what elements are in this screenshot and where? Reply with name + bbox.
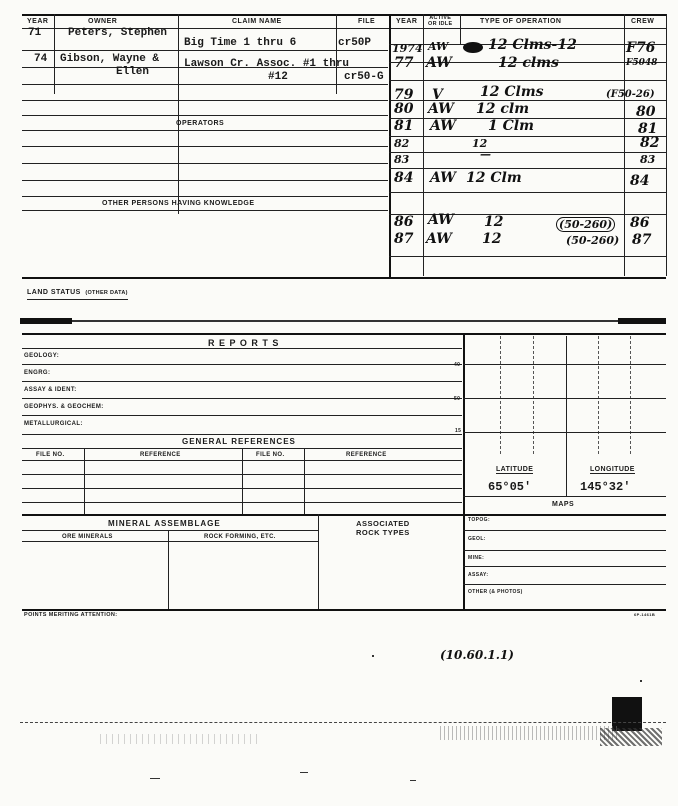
operators-rule — [22, 163, 388, 164]
land-status-label: LAND STATUS — [27, 289, 81, 296]
activity-crew: 87 — [632, 232, 652, 248]
map-row-mine: MINE: — [468, 555, 485, 561]
ore-minerals-header: ORE MINERALS — [62, 534, 113, 540]
longitude-label: LONGITUDE — [590, 466, 635, 473]
references-rule — [22, 474, 462, 475]
scan-noise — [600, 728, 662, 746]
ink-blot — [463, 42, 483, 53]
bottom-border — [22, 609, 666, 611]
owner-year: 71 — [28, 27, 42, 39]
ref-header-reference: REFERENCE — [346, 452, 387, 458]
claim-name: Lawson Cr. Assoc. #1 thru — [184, 58, 350, 70]
land-status-heading — [27, 281, 128, 300]
scan-streak — [72, 320, 618, 322]
maps-rule — [463, 566, 666, 567]
activity-operation: 12 — [472, 137, 488, 150]
header-active-idle: ACTIVE OR IDLE — [428, 15, 453, 27]
activity-year: 86 — [394, 214, 414, 230]
activity-year: 80 — [394, 101, 414, 117]
activity-year: 81 — [394, 118, 414, 134]
scan-speck — [150, 778, 160, 779]
reports-rule — [22, 415, 462, 416]
activity-crew: F76 — [626, 40, 656, 56]
activity-note: (50-260) — [556, 217, 615, 232]
grid-dash — [630, 336, 631, 454]
header-activity-year: YEAR — [396, 18, 418, 25]
header-crew: CREW — [631, 18, 655, 25]
right-border — [666, 14, 667, 276]
longitude-value: 145°32' — [580, 480, 631, 494]
activity-status: AW — [428, 101, 454, 117]
activity-crew: 83 — [640, 153, 656, 166]
form-number: 6P-1461B — [634, 612, 656, 617]
header-file: FILE — [358, 18, 376, 25]
mineral-rule — [22, 541, 318, 542]
rock-forming-header: ROCK FORMING, ETC. — [204, 534, 276, 540]
operators-rule — [22, 180, 388, 181]
reports-rule — [22, 434, 462, 435]
activity-status: AW — [428, 212, 454, 228]
maps-rule — [463, 584, 666, 585]
activity-year: 79 — [394, 87, 414, 103]
maps-heading: MAPS — [552, 501, 575, 508]
points-meriting-attention: POINTS MERITING ATTENTION: — [24, 612, 118, 618]
header-type-of-operation: TYPE OF OPERATION — [480, 18, 562, 25]
file-number: cr50-G — [344, 71, 384, 83]
scan-streak — [20, 318, 72, 324]
scan-noise — [100, 734, 260, 744]
owner-row-rule — [22, 50, 388, 51]
report-num: 15 — [455, 428, 462, 434]
report-label-metallurgical: METALLURGICAL: — [24, 421, 83, 427]
report-num: 50 — [454, 396, 461, 402]
mineral-assemblage-heading: MINERAL ASSEMBLAGE — [108, 519, 221, 528]
report-label-geology: GEOLOGY: — [24, 353, 60, 359]
map-row-assay: ASSAY: — [468, 572, 489, 578]
grid-dash — [533, 336, 534, 454]
references-rule — [22, 488, 462, 489]
owner-name-cont: Ellen — [116, 66, 150, 78]
scan-noise-band — [20, 722, 666, 724]
activity-note: (50-260) — [566, 234, 620, 247]
scan-speck — [372, 655, 374, 657]
claim-name-cont: #12 — [268, 71, 288, 83]
scan-streak — [618, 318, 666, 324]
ref-col-line — [242, 448, 243, 514]
owner-name: Peters, Stephen — [68, 27, 168, 39]
reports-top-rule — [22, 333, 666, 335]
activity-status: AW — [426, 231, 452, 247]
reports-rule — [22, 398, 462, 399]
owner-name: Gibson, Wayne & — [60, 53, 160, 65]
mineral-rule — [22, 530, 318, 531]
activity-operation: 12 clm — [476, 101, 530, 117]
activity-operation: 12 Clm — [466, 170, 522, 186]
operators-heading: OPERATORS — [176, 120, 225, 127]
activity-operation: 12 Clms-12 — [488, 37, 577, 53]
activity-crew: (F50-26) — [606, 89, 655, 100]
header-year: YEAR — [27, 18, 49, 25]
activity-rule — [389, 80, 666, 81]
other-persons-rule — [22, 210, 388, 211]
scan-speck — [300, 772, 308, 773]
maps-rule — [463, 530, 666, 531]
activity-status: V — [432, 87, 443, 103]
map-row-topog: TOPOG: — [468, 517, 491, 523]
ref-col-line — [84, 448, 85, 514]
activity-rule — [389, 168, 666, 169]
activity-crew: 84 — [630, 173, 650, 189]
activity-year: 82 — [394, 137, 410, 150]
associated-rock-types-heading: ASSOCIATED ROCK TYPES — [356, 519, 410, 537]
references-bottom-rule — [22, 514, 666, 516]
activity-year: 84 — [394, 170, 414, 186]
activity-year: 77 — [394, 55, 414, 71]
col-line-left-block — [389, 14, 391, 279]
col-line-act-year — [423, 14, 424, 276]
col-line-owner — [178, 14, 179, 214]
grid-dash — [500, 336, 501, 454]
header-claim-name: CLAIM NAME — [232, 18, 282, 25]
ref-header-reference: REFERENCE — [140, 452, 181, 458]
col-line-year — [54, 14, 55, 94]
report-num: 40 — [454, 362, 461, 368]
maps-top-rule — [463, 496, 666, 497]
references-rule — [22, 502, 462, 503]
reports-rule — [22, 348, 462, 349]
grid-mid — [566, 336, 567, 496]
claim-name: Big Time 1 thru 6 — [184, 37, 297, 49]
activity-rule — [389, 192, 666, 193]
ref-header-file-no: FILE NO. — [256, 452, 285, 458]
activity-status: AW — [428, 40, 449, 53]
land-status-top-rule — [22, 277, 666, 279]
scan-speck — [410, 780, 416, 781]
land-status-sublabel: (OTHER DATA) — [85, 290, 128, 296]
reports-rule — [22, 364, 462, 365]
header-owner: OWNER — [88, 18, 118, 25]
operators-rule — [22, 146, 388, 147]
activity-crew: 86 — [630, 215, 650, 231]
grid-rule — [463, 398, 666, 399]
activity-operation: 12 clms — [498, 55, 559, 71]
activity-crew: 82 — [640, 135, 660, 151]
operators-top-rule — [22, 115, 388, 116]
activity-operation: 1 Clm — [488, 118, 534, 134]
grid-dash — [598, 336, 599, 454]
map-row-other: OTHER (& PHOTOS) — [468, 589, 523, 595]
activity-year: 1974 — [392, 42, 423, 55]
scan-speck — [640, 680, 642, 682]
mineral-col-line — [318, 514, 319, 609]
col-line-status — [460, 14, 461, 44]
owner-row-rule — [22, 100, 388, 101]
general-references-heading: GENERAL REFERENCES — [182, 437, 296, 446]
activity-operation: 12 Clms — [480, 84, 544, 100]
owner-row-rule — [22, 84, 388, 85]
operators-rule — [22, 130, 388, 131]
grid-left-border — [463, 333, 465, 609]
report-label-engrg: ENGRG: — [24, 370, 51, 376]
other-persons-heading: OTHER PERSONS HAVING KNOWLEDGE — [102, 200, 255, 207]
activity-crew: F5048 — [626, 58, 658, 68]
activity-status: AW — [430, 170, 456, 186]
owner-row-rule — [22, 67, 388, 68]
map-row-geol: GEOL: — [468, 536, 486, 542]
grid-rule — [463, 364, 666, 365]
activity-crew: 81 — [638, 121, 658, 137]
operators-rule — [22, 196, 388, 197]
maps-rule — [463, 550, 666, 551]
activity-operation: — — [480, 148, 491, 161]
activity-rule — [389, 256, 666, 257]
file-number: cr50P — [338, 37, 372, 49]
activity-operation: 12 — [482, 231, 502, 247]
activity-crew: 80 — [636, 104, 656, 120]
grid-rule — [463, 432, 666, 433]
reports-heading: R E P O R T S — [208, 338, 280, 348]
latitude-label: LATITUDE — [496, 466, 534, 473]
col-line-crew — [624, 14, 625, 276]
handwritten-note: (10.60.1.1) — [440, 648, 514, 662]
ref-col-line — [304, 448, 305, 514]
activity-operation: 12 — [484, 214, 504, 230]
report-label-geophys: GEOPHYS. & GEOCHEM: — [24, 404, 104, 410]
activity-year: 83 — [394, 153, 410, 166]
activity-rule — [389, 136, 666, 137]
owner-year: 74 — [34, 53, 48, 65]
scan-noise — [440, 726, 620, 740]
col-line-file — [336, 14, 337, 94]
activity-status: AW — [430, 118, 456, 134]
top-border — [22, 14, 666, 16]
report-label-assay: ASSAY & IDENT: — [24, 387, 77, 393]
ref-header-file-no: FILE NO. — [36, 452, 65, 458]
activity-rule — [389, 152, 666, 153]
latitude-value: 65°05' — [488, 480, 532, 494]
activity-status: AW — [426, 55, 452, 71]
reports-rule — [22, 381, 462, 382]
activity-year: 87 — [394, 231, 414, 247]
